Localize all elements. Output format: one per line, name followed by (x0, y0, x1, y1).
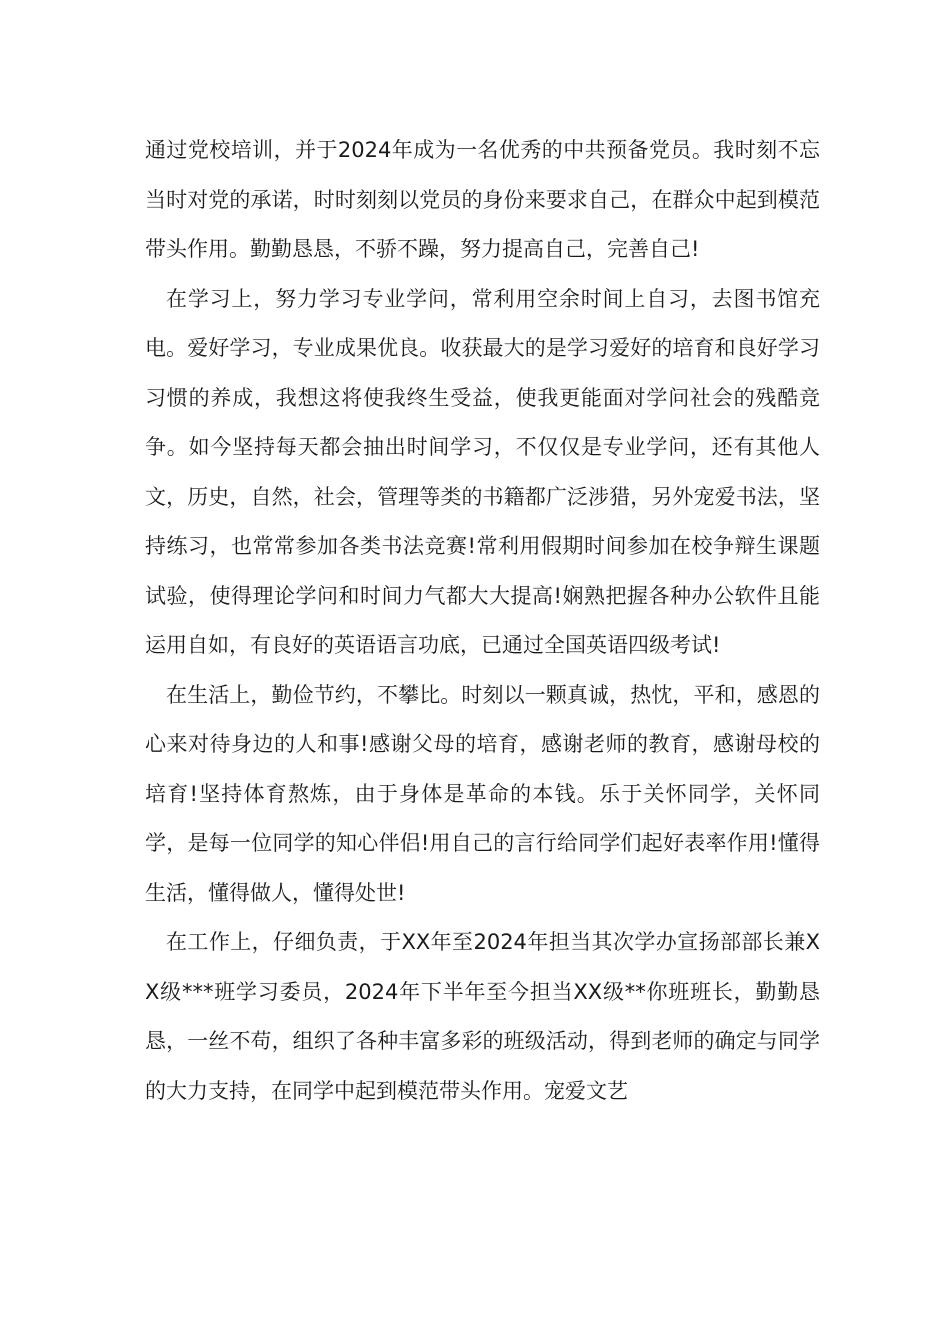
paragraph-life: 在生活上，勤俭节约，不攀比。时刻以一颗真诚，热忱，平和，感恩的心来对待身边的人和事!感谢父母的培育，感谢老师的教育，感谢母校的培育!坚持体育熬炼，由于身体是革命的本钱。乐于关怀同学，关怀同学，是每一位同学的知心伴侣!用自己的言行给同学们起好表率作用!懂得生活，懂得做人，懂得处世! (145, 682, 820, 905)
paragraph-work: 在工作上，仔细负责，于XX年至2024年担当其次学办宣扬部部长兼XX级***班学习委员，2024年下半年至今担当XX级**你班班长，勤勤恳恳，一丝不苟，组织了各种丰富多彩的班级活动，得到老师的确定与同学的大力支持，在同学中起到模范带头作用。宠爱文艺 (145, 930, 820, 1103)
document-body (145, 126, 820, 1116)
paragraph-party-membership: 通过党校培训，并于2024年成为一名优秀的中共预备党员。我时刻不忘当时对党的承诺，时时刻刻以党员的身份来要求自己，在群众中起到模范带头作用。勤勤恳恳，不骄不躁，努力提高自己，完善自己! (145, 138, 820, 261)
paragraph-study: 在学习上，努力学习专业学问，常利用空余时间上自习，去图书馆充电。爱好学习，专业成果优良。收获最大的是学习爱好的培育和良好学习习惯的养成，我想这将使我终生受益，使我更能面对学问社会的残酷竞争。如今坚持每天都会抽出时间学习，不仅仅是专业学问，还有其他人文，历史，自然，社会，管理等类的书籍都广泛涉猎，另外宠爱书法，坚持练习，也常常参加各类书法竞赛!常利用假期时间参加在校争辩生课题试验，使得理论学问和时间力气都大大提高!娴熟把握各种办公软件且能运用自如，有良好的英语语言功底，已通过全国英语四级考试! (145, 286, 820, 657)
